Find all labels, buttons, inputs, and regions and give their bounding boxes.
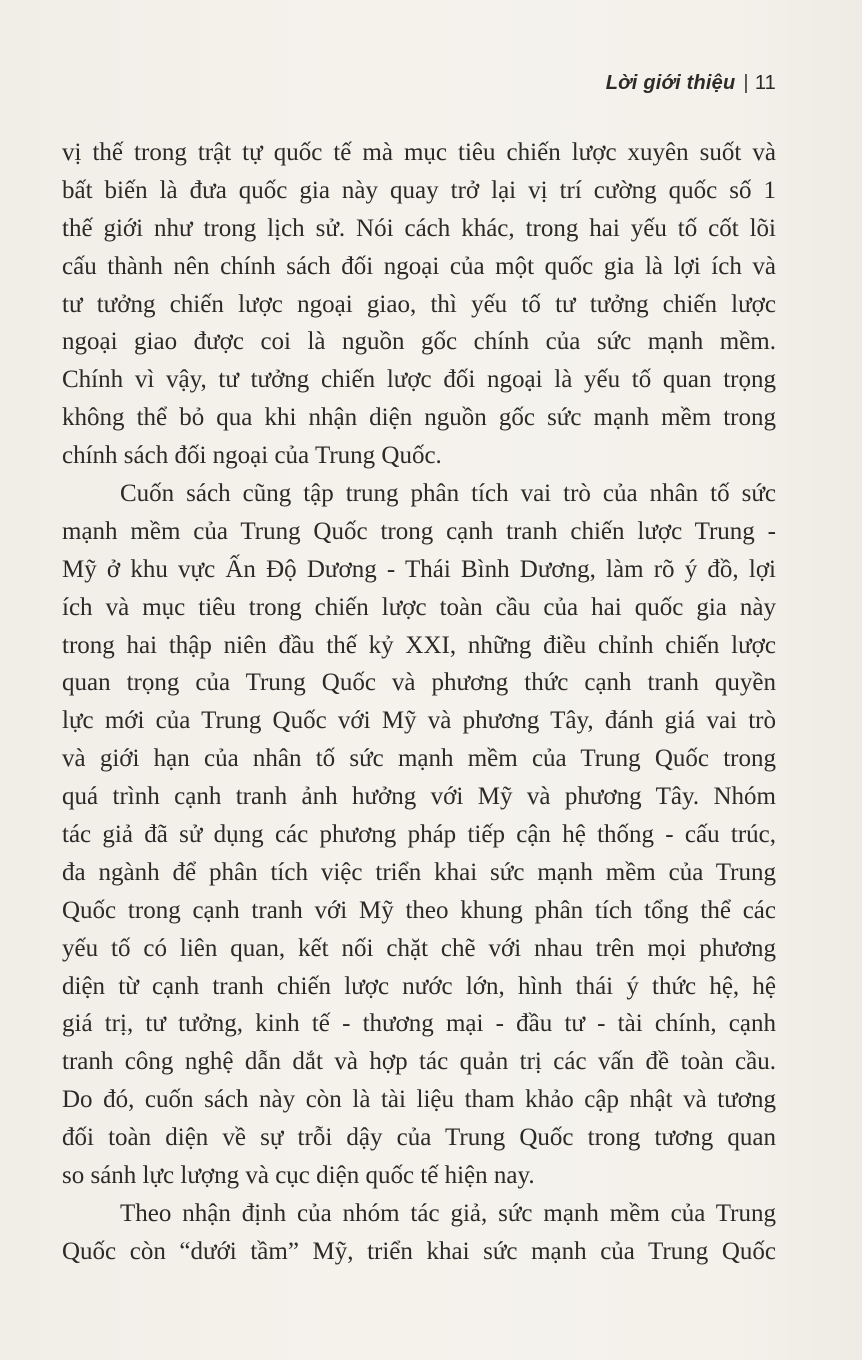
section-title: Lời giới thiệu <box>605 72 736 94</box>
text-line: bất biến là đưa quốc gia này quay trở lại vị trí cường quốc số 1 <box>62 176 776 204</box>
text-line: Mỹ ở khu vực Ấn Độ Dương - Thái Bình Dương, làm rõ ý đồ, lợi <box>62 555 776 583</box>
text-line: mạnh mềm của Trung Quốc trong cạnh tranh chiến lược Trung - <box>62 517 776 545</box>
body-text <box>62 134 776 1271</box>
text-line: cấu thành nên chính sách đối ngoại của một quốc gia là lợi ích và <box>62 252 776 280</box>
paragraph-first-line: Cuốn sách cũng tập trung phân tích vai trò của nhân tố sức <box>120 480 776 508</box>
text-line: quá trình cạnh tranh ảnh hưởng với Mỹ và phương Tây. Nhóm <box>62 783 776 811</box>
text-line: ngoại giao được coi là nguồn gốc chính của sức mạnh mềm. <box>62 328 776 356</box>
text-line: trong hai thập niên đầu thế kỷ XXI, những điều chỉnh chiến lược <box>62 631 776 659</box>
text-line: so sánh lực lượng và cục diện quốc tế hiện nay. <box>62 1162 535 1190</box>
text-line: ích và mục tiêu trong chiến lược toàn cầu của hai quốc gia này <box>62 593 776 621</box>
text-line: Quốc trong cạnh tranh với Mỹ theo khung phân tích tổng thể các <box>62 896 776 924</box>
text-line: thế giới như trong lịch sử. Nói cách khác, trong hai yếu tố cốt lõi <box>62 214 776 242</box>
text-line: chính sách đối ngoại của Trung Quốc. <box>62 442 442 470</box>
page-number: 11 <box>754 72 776 94</box>
text-line: Quốc còn “dưới tầm” Mỹ, triển khai sức mạnh của Trung Quốc <box>62 1237 776 1265</box>
running-header <box>606 72 776 95</box>
text-line: lực mới của Trung Quốc với Mỹ và phương Tây, đánh giá vai trò <box>62 707 776 735</box>
text-line: đối toàn diện về sự trỗi dậy của Trung Quốc trong tương quan <box>62 1124 776 1152</box>
header-separator: | <box>743 72 749 94</box>
paragraph-first-line: Theo nhận định của nhóm tác giả, sức mạnh mềm của Trung <box>120 1199 776 1227</box>
text-line: không thể bỏ qua khi nhận diện nguồn gốc sức mạnh mềm trong <box>62 404 776 432</box>
text-line: giá trị, tư tưởng, kinh tế - thương mại - đầu tư - tài chính, cạnh <box>62 1010 776 1038</box>
text-line: quan trọng của Trung Quốc và phương thức cạnh tranh quyền <box>62 669 776 697</box>
text-line: vị thế trong trật tự quốc tế mà mục tiêu chiến lược xuyên suốt và <box>62 139 776 166</box>
text-line: tư tưởng chiến lược ngoại giao, thì yếu tố tư tưởng chiến lược <box>62 290 776 318</box>
text-line: tranh công nghệ dẫn dắt và hợp tác quản trị các vấn đề toàn cầu. <box>62 1048 776 1076</box>
text-line: yếu tố có liên quan, kết nối chặt chẽ với nhau trên mọi phương <box>62 934 776 962</box>
text-line: đa ngành để phân tích việc triển khai sức mạnh mềm của Trung <box>62 858 776 886</box>
text-line: và giới hạn của nhân tố sức mạnh mềm của Trung Quốc trong <box>62 745 776 773</box>
text-line: tác giả đã sử dụng các phương pháp tiếp cận hệ thống - cấu trúc, <box>62 821 776 849</box>
text-line: Do đó, cuốn sách này còn là tài liệu tham khảo cập nhật và tương <box>62 1086 776 1114</box>
text-line: Chính vì vậy, tư tưởng chiến lược đối ngoại là yếu tố quan trọng <box>62 366 776 394</box>
text-line: diện từ cạnh tranh chiến lược nước lớn, hình thái ý thức hệ, hệ <box>62 972 776 1000</box>
